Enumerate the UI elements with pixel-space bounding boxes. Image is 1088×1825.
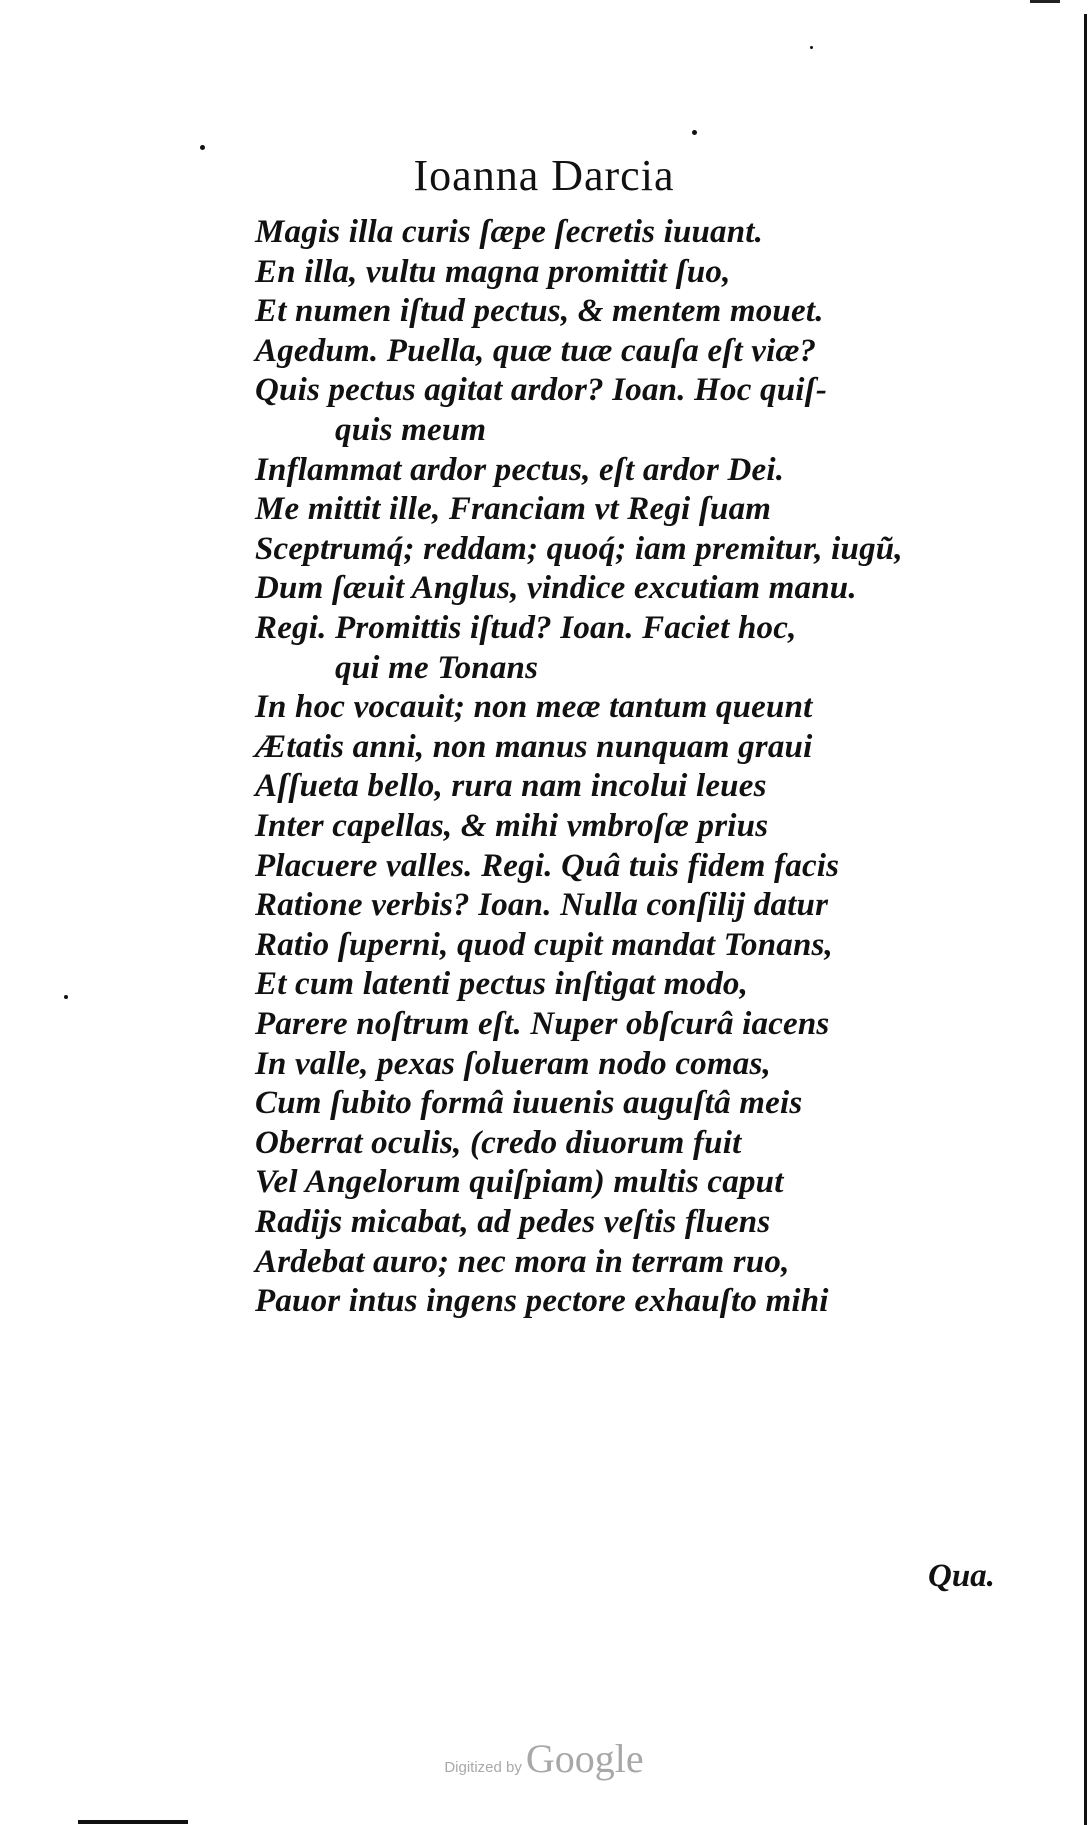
verse-line: Radijs micabat, ad pedes veſtis fluens — [255, 1204, 771, 1240]
verse-line: Ætatis anni, non manus nunquam graui — [255, 728, 813, 765]
verse-line: Inflammat ardor pectus, eſt ardor Dei. — [255, 451, 785, 488]
verse-line: Parere noſtrum eſt. Nuper obſcurâ iacens — [255, 1006, 830, 1042]
verse-line: qui me Tonans — [335, 649, 539, 686]
verse-line: Magis illa curis ſæpe ſecretis iuuant. — [255, 214, 764, 250]
verse-line: Ratione verbis? Ioan. Nulla conſilij datur — [255, 887, 829, 924]
verse-line: Et numen iſtud pectus, & mentem mouet. — [255, 293, 824, 330]
verse-line: In valle, pexas ſolueram nodo comas, — [255, 1045, 771, 1082]
verse-line: quis meum — [335, 412, 487, 448]
page-edge-rule — [1084, 14, 1087, 1825]
verse-line: Inter capellas, & mihi vmbroſæ prius — [255, 808, 769, 844]
page-edge-mark-bottom — [78, 1820, 188, 1824]
verse-line: Agedum. Puella, quæ tuæ cauſa eſt viæ? — [255, 332, 817, 369]
verse-line: Ardebat auro; nec mora in terram ruo, — [255, 1243, 790, 1280]
running-title: Ioanna Darcia — [413, 151, 675, 200]
verse-line: Placuere valles. Regi. Quâ tuis fidem facis — [255, 847, 840, 884]
digitized-watermark — [0, 1735, 1088, 1782]
verse-line: Aſſueta bello, rura nam incolui leues — [255, 768, 767, 805]
verse-line: Me mittit ille, Franciam vt Regi ſuam — [255, 491, 772, 528]
catchword: Qua. — [928, 1558, 995, 1594]
verse-line: Regi. Promittis iſtud? Ioan. Faciet hoc, — [255, 610, 797, 646]
verse-line: Sceptrumq́; reddam; quoq́; iam premitur, iugũ, — [255, 530, 903, 567]
verse-line: Cum ſubito formâ iuuenis auguſtâ meis — [255, 1085, 803, 1122]
verse-line: Pauor intus ingens pectore exhauſto mihi — [255, 1283, 829, 1320]
verse-line: Dum ſæuit Anglus, vindice excutiam manu. — [255, 570, 857, 607]
verse-line: Quis pectus agitat ardor? Ioan. Hoc quiſ- — [255, 372, 828, 409]
ink-speck — [64, 995, 68, 999]
ink-speck — [692, 130, 697, 135]
page-edge-mark — [1030, 0, 1060, 3]
ink-speck — [200, 145, 205, 150]
verse-line: In hoc vocauit; non meæ tantum queunt — [255, 689, 813, 726]
verse-line: Oberrat oculis, (credo diuorum fuit — [255, 1124, 742, 1161]
google-wordmark: Google — [525, 1736, 644, 1781]
digitized-label: Digitized by — [444, 1759, 522, 1776]
verse-line: Ratio ſuperni, quod cupit mandat Tonans, — [255, 926, 834, 963]
verse-line: En illa, vultu magna promittit ſuo, — [255, 253, 731, 290]
ink-speck — [810, 46, 813, 49]
verse-line: Et cum latenti pectus inſtigat modo, — [255, 966, 749, 1003]
verse-line: Vel Angelorum quiſpiam) multis caput — [255, 1164, 784, 1201]
